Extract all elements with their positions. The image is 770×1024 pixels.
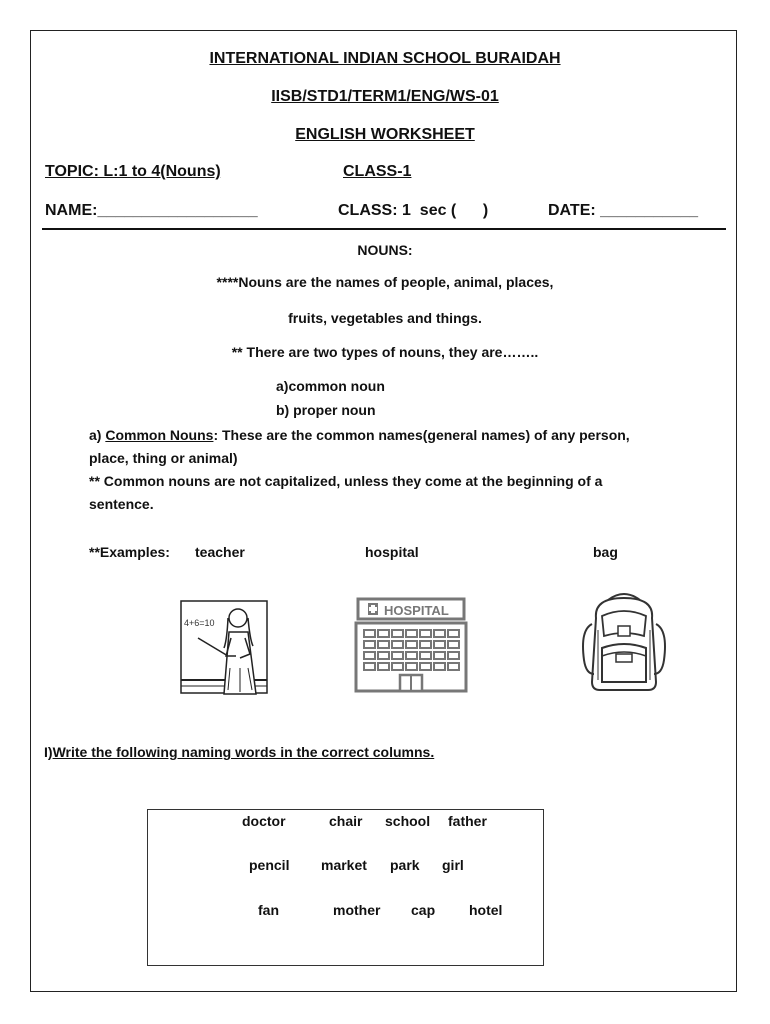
word-mother: mother [333,902,381,918]
worksheet-title: ENGLISH WORKSHEET [295,126,475,143]
teacher-image [178,598,270,696]
common-noun-definition-line2: place, thing or animal) [89,450,238,466]
examples-label: **Examples: [89,544,170,560]
word-chair: chair [329,813,363,829]
date-field: DATE: ___________ [548,202,699,219]
capitalization-note-line2: sentence. [89,496,154,512]
word-cap: cap [411,902,436,918]
header-divider [42,228,726,230]
board-equation: 4+6=10 [184,618,215,628]
exercise-text: Write the following naming words in the correct columns. [52,744,435,760]
word-fan: fan [258,902,279,918]
noun-type-proper: b) proper noun [276,402,376,418]
school-name: INTERNATIONAL INDIAN SCHOOL BURAIDAH [209,50,561,67]
word-school: school [385,813,431,829]
noun-types-intro: ** There are two types of nouns, they are…….. [231,344,539,360]
class-label: CLASS-1 [343,163,412,180]
definition-prefix: a) [89,427,106,443]
word-park: park [390,857,420,873]
bag-image [578,590,670,694]
example-hospital: hospital [365,544,419,560]
definition-text: : These are the common names(general names) of any person, [213,427,630,443]
example-bag: bag [593,544,618,560]
name-field: NAME:__________________ [45,202,258,219]
nouns-definition-line2: fruits, vegetables and things. [288,310,482,326]
class-section-field: CLASS: 1 sec ( ) [338,202,489,219]
word-box [147,809,544,966]
hospital-sign: HOSPITAL [384,603,449,618]
word-doctor: doctor [242,813,286,829]
nouns-definition-line1: ****Nouns are the names of people, animal, places, [216,274,554,290]
example-teacher: teacher [195,544,245,560]
common-noun-definition [89,427,630,443]
nouns-heading: NOUNS: [357,242,413,258]
word-girl: girl [442,857,464,873]
common-nouns-term: Common Nouns [105,427,214,443]
exercise-number: I) [44,744,53,760]
topic-label: TOPIC: L:1 to 4(Nouns) [45,163,221,180]
worksheet-code: IISB/STD1/TERM1/ENG/WS-01 [271,88,499,105]
word-pencil: pencil [249,857,290,873]
capitalization-note-line1: ** Common nouns are not capitalized, unless they come at the beginning of a [89,473,603,489]
word-father: father [448,813,487,829]
hospital-image [352,597,470,695]
noun-type-common: a)common noun [276,378,385,394]
word-hotel: hotel [469,902,503,918]
word-market: market [321,857,367,873]
exercise-instruction [44,744,434,760]
